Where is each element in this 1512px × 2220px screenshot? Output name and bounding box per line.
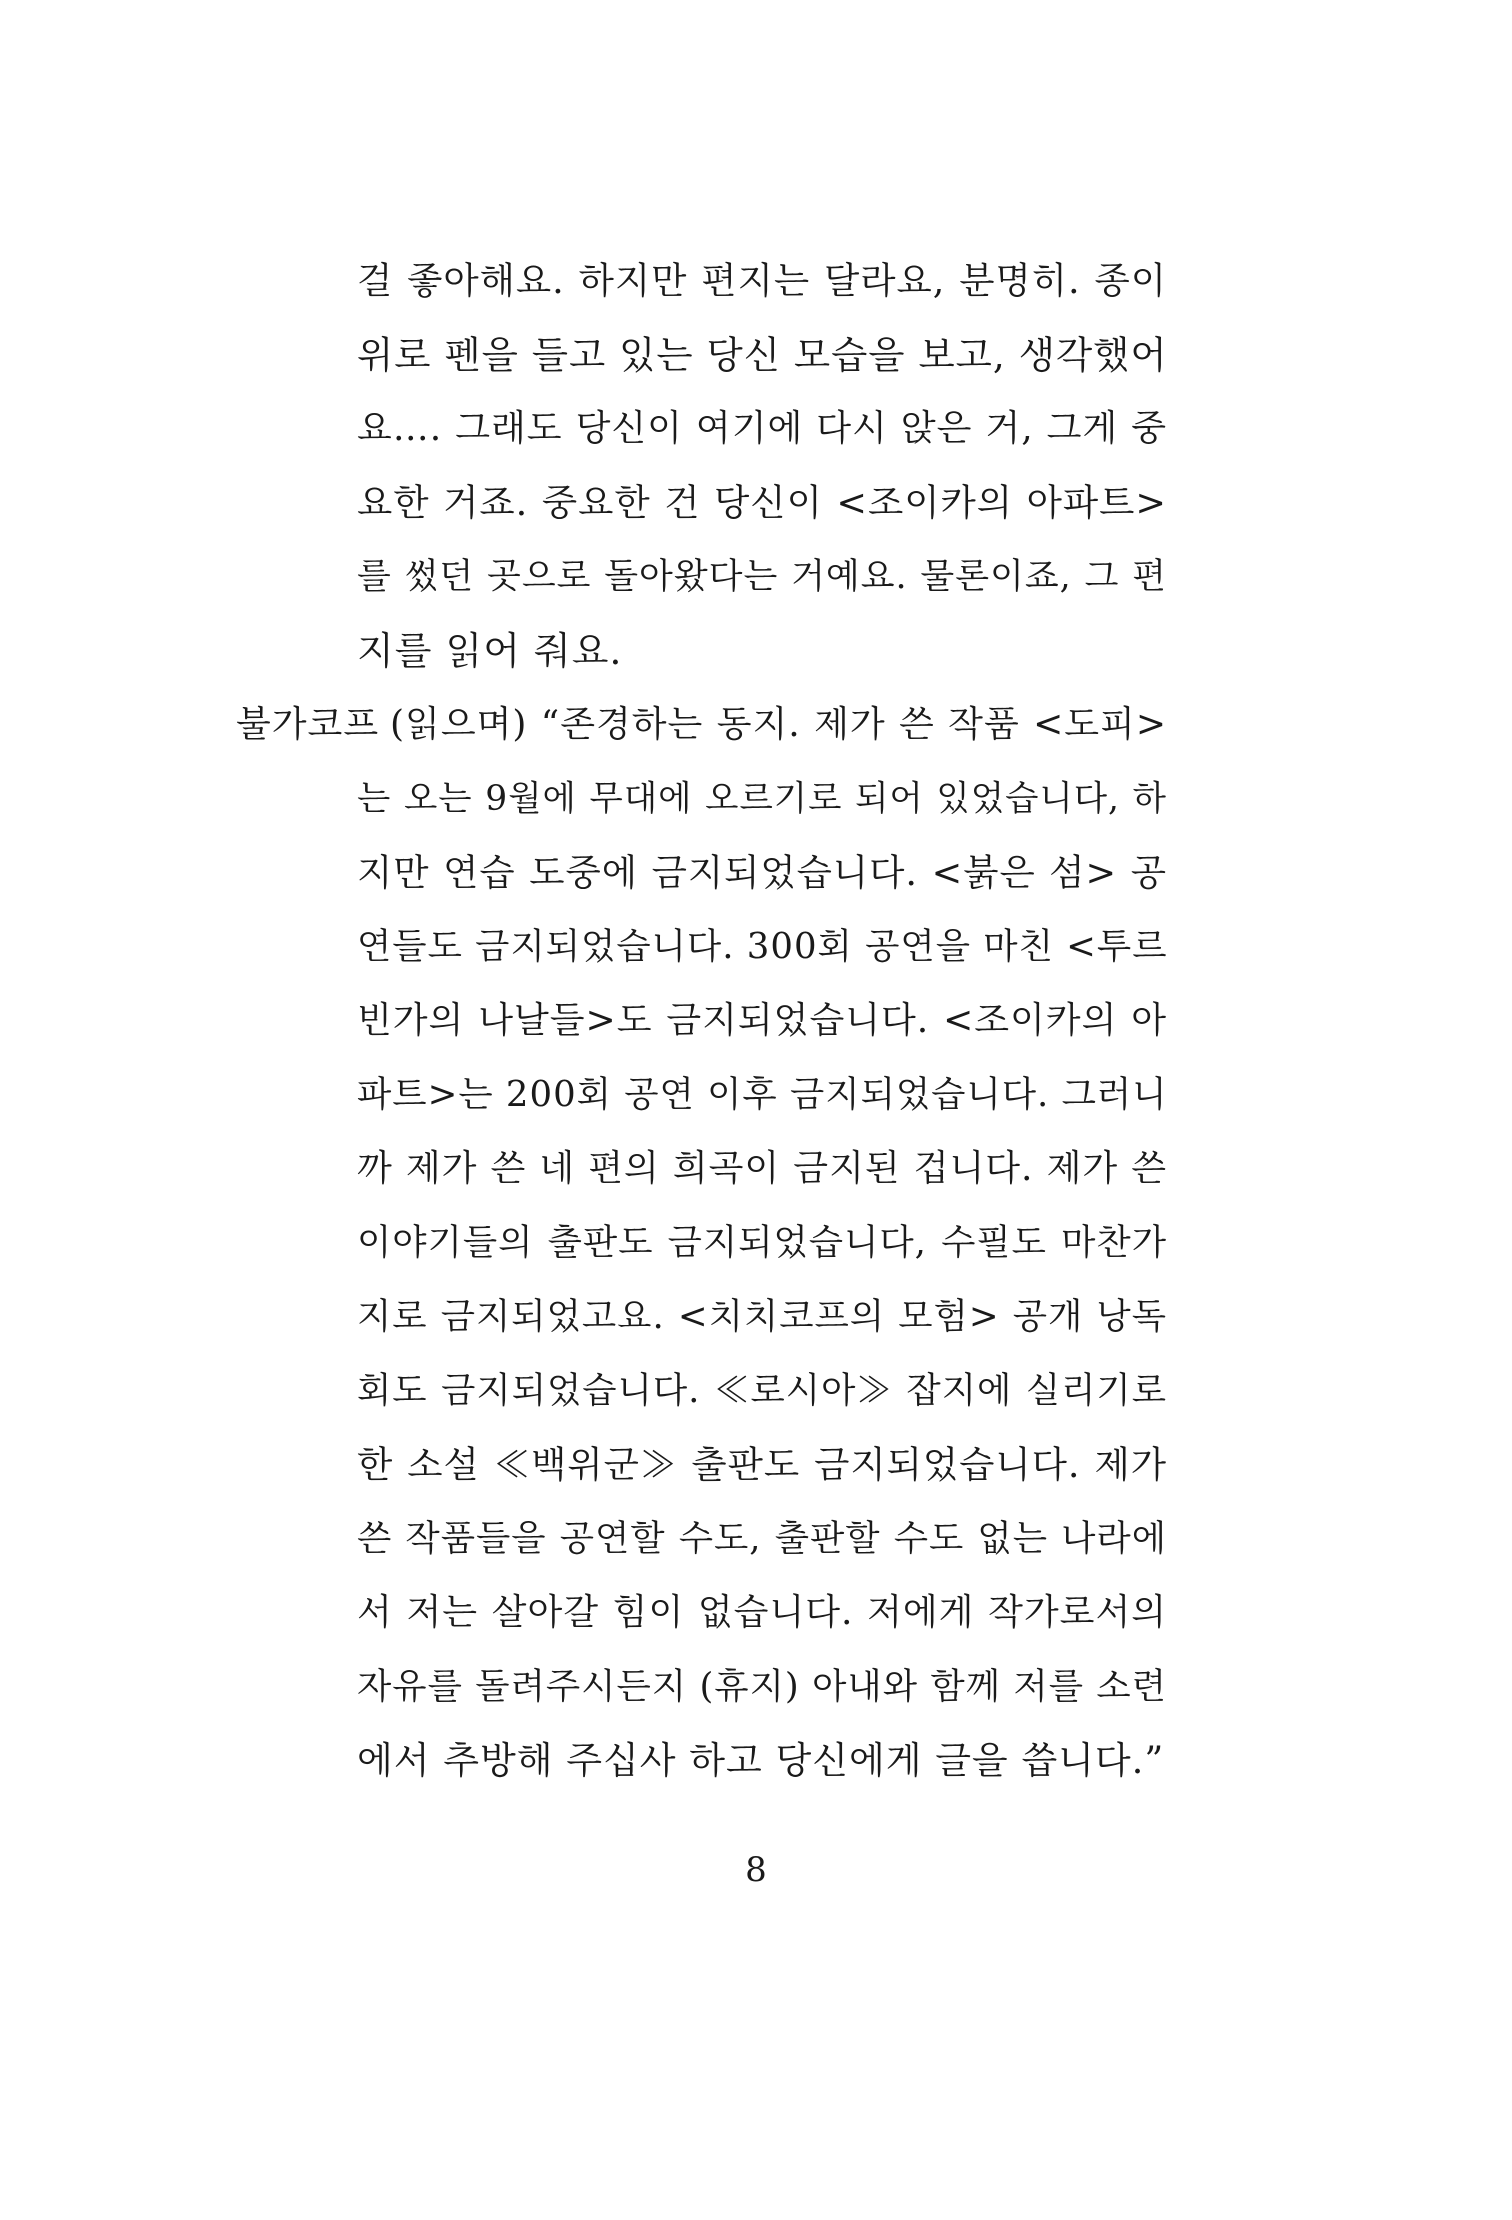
text-line: 쓴 작품들을 공연할 수도, 출판할 수도 없는 나라에 [357,1518,1167,1559]
text-line: 에서 추방해 주십사 하고 당신에게 글을 씁니다.” [357,1739,1165,1782]
text-line: 요한 거죠. 중요한 건 당신이 <조이카의 아파트> [357,481,1167,524]
text-line: (읽으며) “존경하는 동지. 제가 쓴 작품 <도피> [390,704,1167,745]
text-line: 요…. 그래도 당신이 여기에 다시 앉은 거, 그게 중 [357,408,1167,449]
text-line: 는 오는 9월에 무대에 오르기로 되어 있었습니다, 하 [357,779,1167,819]
text-line: 파트>는 200회 공연 이후 금지되었습니다. 그러니 [357,1074,1168,1115]
text-line: 걸 좋아해요. 하지만 편지는 달라요, 분명히. 종이 [357,259,1167,302]
text-line: 이야기들의 출판도 금지되었습니다, 수필도 마찬가 [357,1222,1167,1263]
text-line: 회도 금지되었습니다. ≪로시아≫ 잡지에 실리기로 [357,1370,1167,1411]
speaker-name: 불가코프 [236,704,380,745]
text-line: 자유를 돌려주시든지 (휴지) 아내와 함께 저를 소련 [357,1666,1167,1707]
text-line: 를 썼던 곳으로 돌아왔다는 거예요. 물론이죠, 그 편 [357,557,1167,597]
text-line: 연들도 금지되었습니다. 300회 공연을 마친 <투르 [357,926,1168,967]
text-line: 한 소설 ≪백위군≫ 출판도 금지되었습니다. 제가 [357,1443,1167,1486]
text-line: 지만 연습 도중에 금지되었습니다. <붉은 섬> 공 [357,851,1167,894]
text-line: 빈가의 나날들>도 금지되었습니다. <조이카의 아 [357,1000,1167,1041]
text-line: 서 저는 살아갈 힘이 없습니다. 저에게 작가로서의 [357,1592,1167,1633]
text-line: 까 제가 쓴 네 편의 희곡이 금지된 겁니다. 제가 쓴 [357,1148,1167,1189]
text-line: 위로 펜을 들고 있는 당신 모습을 보고, 생각했어 [357,333,1168,377]
text-line: 지로 금지되었고요. <치치코프의 모험> 공개 낭독 [357,1296,1167,1337]
page-number: 8 [745,1850,767,1890]
text-line: 지를 읽어 줘요. [357,629,623,673]
